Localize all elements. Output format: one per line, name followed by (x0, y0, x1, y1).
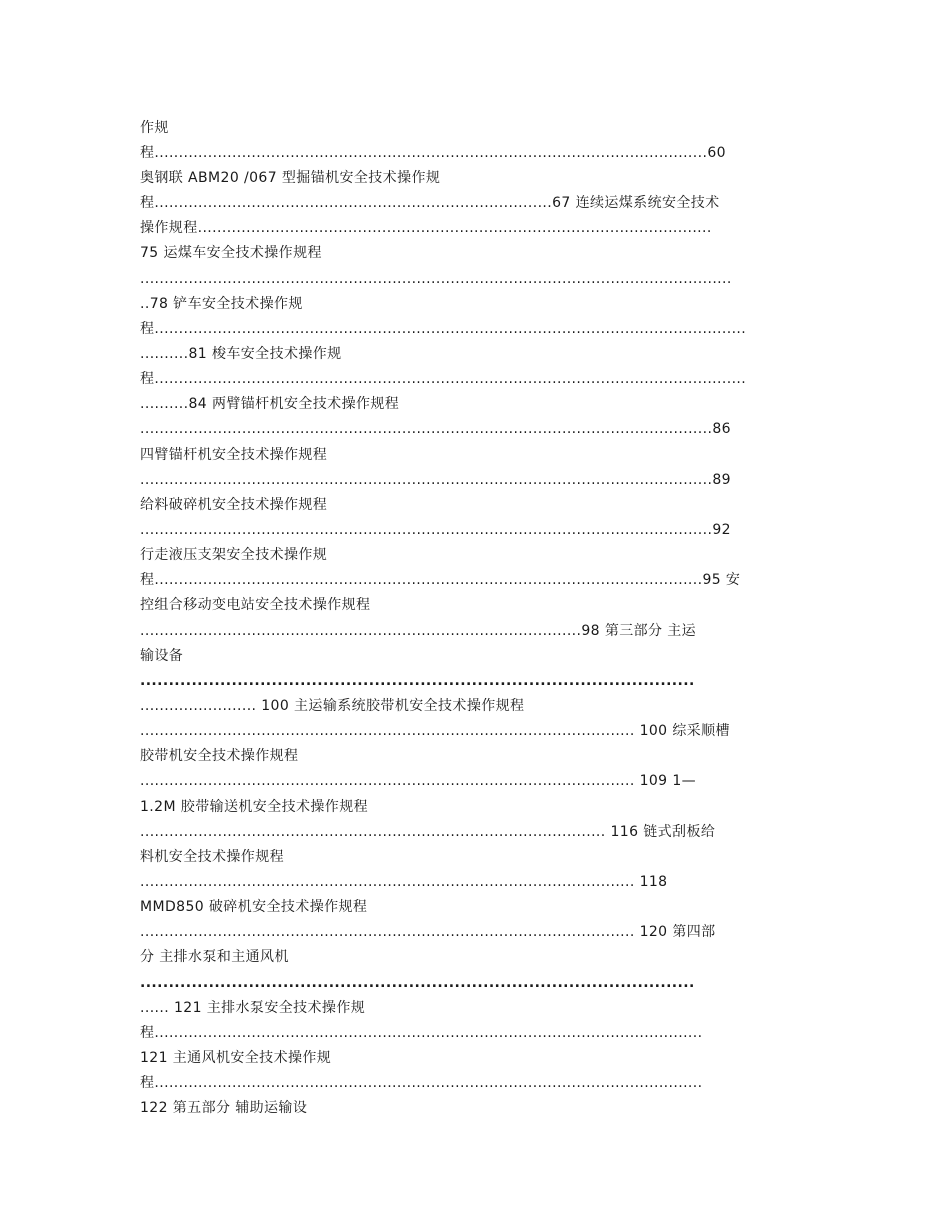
toc-line: ......................................................................................................................92 (140, 522, 731, 538)
toc-line: 作规 (140, 120, 169, 136)
toc-line: 料机安全技术操作规程 (140, 849, 284, 865)
toc-line: ...... 121 主排水泵安全技术操作规 (140, 1000, 366, 1016)
toc-line-bold: ................................................................................................. (140, 975, 695, 991)
toc-line: 奥钢联 ABM20 /067 型掘锚机安全技术操作规 (140, 170, 441, 186)
toc-line: ......................................................................................................................86 (140, 421, 731, 437)
toc-line: 分 主排水泵和主通风机 (140, 949, 289, 965)
toc-line: 1.2M 胶带输送机安全技术操作规程 (140, 799, 368, 815)
toc-line: 程.......................................................................................................................... (140, 321, 747, 337)
toc-line: 行走液压支架安全技术操作规 (140, 547, 328, 563)
toc-line: 胶带机安全技术操作规程 (140, 748, 299, 764)
toc-line: ..78 铲车安全技术操作规 (140, 296, 303, 312)
toc-line: 给料破碎机安全技术操作规程 (140, 497, 328, 513)
toc-line: 122 第五部分 辅助运输设 (140, 1100, 308, 1116)
toc-line: ...........................................................................................98 第三部分 主运 (140, 623, 697, 639)
toc-line: 75 运煤车安全技术操作规程 (140, 245, 322, 261)
toc-line: 四臂锚杆机安全技术操作规程 (140, 447, 328, 463)
toc-line: ......................................................................................................................89 (140, 472, 731, 488)
toc-line: 121 主通风机安全技术操作规 (140, 1050, 332, 1066)
toc-line-bold: ................................................................................................. (140, 673, 695, 689)
toc-line: 程................................................................................................................. (140, 1075, 703, 1091)
toc-line: 程..................................................................................................................60 (140, 145, 726, 161)
toc-line: 程.......................................................................................................................... (140, 371, 747, 387)
toc-line: 输设备 (140, 648, 184, 664)
toc-line: ................................................................................................ 116 链式刮板给 (140, 824, 716, 840)
toc-line: ...................................................................................................... 120 第四部 (140, 924, 716, 940)
toc-line: 程.................................................................................................................95 安 (140, 572, 741, 588)
toc-line: ........................ 100 主运输系统胶带机安全技术操作规程 (140, 698, 525, 714)
toc-line: ..........81 梭车安全技术操作规 (140, 346, 342, 362)
toc-line: .......................................................................................................................... (140, 271, 732, 287)
toc-line: ...................................................................................................... 100 综采顺槽 (140, 723, 730, 739)
toc-line: MMD850 破碎机安全技术操作规程 (140, 899, 368, 915)
toc-line: ...................................................................................................... 109 1— (140, 773, 697, 789)
toc-line: ..........84 两臂锚杆机安全技术操作规程 (140, 396, 400, 412)
toc-line: 操作规程.......................................................................................................... (140, 220, 712, 236)
toc-line: ...................................................................................................... 118 (140, 874, 668, 890)
toc-line: 程..................................................................................67 连续运煤系统安全技术 (140, 195, 720, 211)
toc-line: 程................................................................................................................. (140, 1025, 703, 1041)
toc-line: 控组合移动变电站安全技术操作规程 (140, 597, 371, 613)
